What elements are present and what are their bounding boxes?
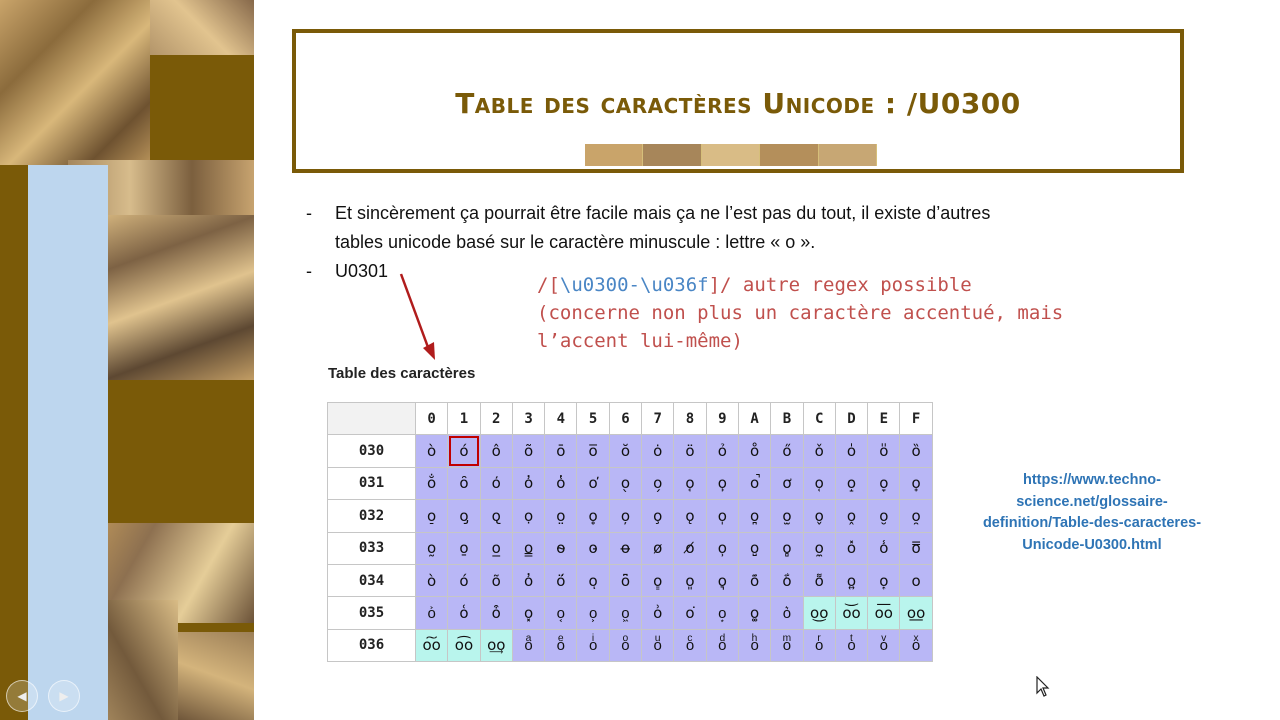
mouse-cursor-icon bbox=[1036, 676, 1050, 698]
bullet-dash: - bbox=[306, 261, 312, 281]
char-cell[interactable]: o̎ bbox=[868, 435, 900, 467]
char-cell[interactable]: o͋ bbox=[771, 564, 803, 596]
char-cell[interactable]: o̯ bbox=[900, 500, 932, 532]
char-cell[interactable]: o̘ bbox=[674, 467, 706, 499]
column-header: 1 bbox=[448, 403, 480, 435]
char-cell[interactable]: o͂ bbox=[480, 564, 512, 596]
char-cell[interactable]: o͔ bbox=[545, 597, 577, 629]
char-cell[interactable]: ō bbox=[545, 435, 577, 467]
table-row bbox=[328, 564, 933, 596]
char-cell[interactable]: o̅ bbox=[577, 435, 609, 467]
char-cell[interactable]: o̧ bbox=[642, 500, 674, 532]
regex-prefix: /[ bbox=[537, 274, 560, 296]
char-cell[interactable]: oͮ bbox=[868, 629, 900, 661]
char-cell[interactable]: oͯ bbox=[900, 629, 932, 661]
char-cell[interactable]: o͛ bbox=[771, 597, 803, 629]
link-line[interactable]: https://www.techno- bbox=[1022, 472, 1161, 488]
char-cell[interactable]: o̹ bbox=[706, 532, 738, 564]
column-header: 2 bbox=[480, 403, 512, 435]
char-cell[interactable]: o͈ bbox=[674, 564, 706, 596]
char-cell[interactable]: ò bbox=[416, 564, 448, 596]
link-line[interactable]: Unicode-U0300.html bbox=[1022, 536, 1162, 553]
char-cell[interactable]: õ bbox=[512, 435, 544, 467]
char-cell[interactable]: o͒ bbox=[480, 597, 512, 629]
char-cell[interactable]: ȏ bbox=[448, 467, 480, 499]
column-header: E bbox=[868, 403, 900, 435]
regex-suffix: ]/ autre regex possible bbox=[708, 274, 972, 296]
char-cell[interactable]: o̍ bbox=[835, 435, 867, 467]
row-header: 031 bbox=[328, 467, 416, 499]
row-header: 030 bbox=[328, 435, 416, 467]
char-cell[interactable]: o͉ bbox=[706, 564, 738, 596]
char-cell[interactable]: o̬ bbox=[803, 500, 835, 532]
previous-arrow-icon: ◀ bbox=[17, 689, 27, 703]
column-header: 9 bbox=[706, 403, 738, 435]
source-link[interactable] bbox=[960, 470, 1224, 556]
char-cell[interactable]: ŏ bbox=[609, 435, 641, 467]
char-cell[interactable]: o̷ bbox=[642, 532, 674, 564]
char-cell[interactable]: ȯ bbox=[642, 435, 674, 467]
column-header: 5 bbox=[577, 403, 609, 435]
char-cell[interactable]: o͕ bbox=[577, 597, 609, 629]
row-header: 034 bbox=[328, 564, 416, 596]
char-cell[interactable]: o̒ bbox=[480, 467, 512, 499]
next-slide-button[interactable] bbox=[48, 680, 80, 712]
column-header: 0 bbox=[416, 403, 448, 435]
char-cell[interactable]: ő bbox=[771, 435, 803, 467]
char-cell[interactable]: o͙ bbox=[706, 597, 738, 629]
column-header: 4 bbox=[545, 403, 577, 435]
char-cell[interactable]: o̻ bbox=[771, 532, 803, 564]
row-header: 033 bbox=[328, 532, 416, 564]
char-cell[interactable]: o̝ bbox=[835, 467, 867, 499]
char-cell[interactable]: o͏ bbox=[900, 564, 932, 596]
char-cell[interactable]: o̦ bbox=[609, 500, 641, 532]
char-cell[interactable]: o͘ bbox=[674, 597, 706, 629]
next-arrow-icon: ▶ bbox=[59, 689, 69, 703]
column-header: D bbox=[835, 403, 867, 435]
char-cell[interactable]: o̶ bbox=[609, 532, 641, 564]
char-cell[interactable]: o͜o bbox=[803, 597, 835, 629]
column-header: A bbox=[738, 403, 770, 435]
char-cell[interactable]: ö́ bbox=[545, 564, 577, 596]
bullet-text-line: Et sincèrement ça pourrait être facile mais ça ne l’est pas du tout, il existe d’autres bbox=[335, 203, 991, 223]
char-cell[interactable]: o͓ bbox=[512, 597, 544, 629]
char-cell[interactable]: oͭ bbox=[835, 629, 867, 661]
char-cell[interactable]: o̸ bbox=[674, 532, 706, 564]
table-row bbox=[328, 467, 933, 499]
char-cell[interactable]: ò bbox=[416, 435, 448, 467]
char-cell[interactable]: o̼ bbox=[803, 532, 835, 564]
char-cell[interactable]: o̖ bbox=[609, 467, 641, 499]
char-cell[interactable]: oͥ bbox=[577, 629, 609, 661]
char-cell[interactable]: ô bbox=[480, 435, 512, 467]
char-cell[interactable]: o̢ bbox=[480, 500, 512, 532]
char-cell[interactable]: o͍ bbox=[835, 564, 867, 596]
column-header: C bbox=[803, 403, 835, 435]
char-cell[interactable]: oͪ bbox=[738, 629, 770, 661]
char-cell[interactable]: o̓ bbox=[512, 564, 544, 596]
column-header: B bbox=[771, 403, 803, 435]
decorative-hieroglyph-strip bbox=[585, 144, 877, 166]
char-cell[interactable]: o̽ bbox=[835, 532, 867, 564]
char-cell[interactable]: ỏ bbox=[706, 435, 738, 467]
char-cell[interactable]: o̙ bbox=[706, 467, 738, 499]
char-cell[interactable]: o̔ bbox=[545, 467, 577, 499]
char-cell[interactable]: o͇ bbox=[642, 564, 674, 596]
table-row bbox=[328, 435, 933, 467]
table-title: Table des caractères bbox=[328, 365, 476, 382]
char-cell[interactable]: o͟o bbox=[900, 597, 932, 629]
char-cell[interactable]: o̗ bbox=[642, 467, 674, 499]
char-cell[interactable]: ó bbox=[448, 435, 480, 467]
char-cell[interactable]: ȍ bbox=[900, 435, 932, 467]
bullet-dash: - bbox=[306, 203, 312, 223]
char-cell[interactable]: o̞ bbox=[868, 467, 900, 499]
slide-title: Table des caractères Unicode : /U0300 bbox=[455, 87, 1021, 120]
char-cell[interactable]: ơ bbox=[771, 467, 803, 499]
char-cell[interactable]: o̐ bbox=[416, 467, 448, 499]
char-cell[interactable]: oͣ bbox=[512, 629, 544, 661]
char-cell[interactable]: o̭ bbox=[835, 500, 867, 532]
char-cell[interactable]: ǫ bbox=[674, 500, 706, 532]
char-cell[interactable]: oͧ bbox=[642, 629, 674, 661]
char-cell[interactable]: o͚ bbox=[738, 597, 770, 629]
char-cell[interactable]: oͬ bbox=[803, 629, 835, 661]
char-cell[interactable]: o̕ bbox=[577, 467, 609, 499]
blue-river-strip bbox=[28, 165, 108, 720]
table-row bbox=[328, 629, 933, 661]
char-cell[interactable]: oͫ bbox=[771, 629, 803, 661]
link-line[interactable]: science.net/glossaire- bbox=[1016, 493, 1168, 510]
char-cell[interactable]: o͠o bbox=[416, 629, 448, 661]
char-cell[interactable]: o̩ bbox=[706, 500, 738, 532]
char-cell[interactable]: o͐ bbox=[416, 597, 448, 629]
link-line[interactable]: definition/Table-des-caracteres- bbox=[982, 515, 1202, 531]
char-cell[interactable]: o̚ bbox=[738, 467, 770, 499]
char-cell[interactable]: oͩ bbox=[706, 629, 738, 661]
char-cell[interactable]: oͨ bbox=[674, 629, 706, 661]
bullet-text-line: tables unicode basé sur le caractère minuscule : lettre « o ». bbox=[335, 232, 816, 252]
char-cell[interactable]: o̥ bbox=[577, 500, 609, 532]
char-cell[interactable]: o͞o bbox=[868, 597, 900, 629]
regex-note-line: l’accent lui-même) bbox=[537, 330, 743, 352]
char-cell[interactable]: o̟ bbox=[900, 467, 932, 499]
char-cell[interactable]: o͢o bbox=[480, 629, 512, 661]
column-header: 8 bbox=[674, 403, 706, 435]
char-cell[interactable]: o͝o bbox=[835, 597, 867, 629]
char-cell[interactable]: o̡ bbox=[448, 500, 480, 532]
char-cell[interactable]: o̰ bbox=[416, 532, 448, 564]
previous-slide-button[interactable] bbox=[6, 680, 38, 712]
table-row bbox=[328, 532, 933, 564]
table-row bbox=[328, 500, 933, 532]
regex-note-line: (concerne non plus un caractère accentué, mais bbox=[537, 302, 1064, 324]
char-cell[interactable]: o̠ bbox=[416, 500, 448, 532]
char-cell[interactable]: o͌ bbox=[803, 564, 835, 596]
char-cell[interactable]: o̲ bbox=[480, 532, 512, 564]
char-cell[interactable]: ọ bbox=[512, 500, 544, 532]
column-header: 3 bbox=[512, 403, 544, 435]
column-header: 6 bbox=[609, 403, 641, 435]
table-corner-cell bbox=[328, 403, 416, 435]
char-cell[interactable]: oͤ bbox=[545, 629, 577, 661]
char-cell[interactable]: oͦ bbox=[609, 629, 641, 661]
red-arrow-icon bbox=[395, 270, 445, 365]
unicode-character-table bbox=[327, 402, 933, 662]
char-cell[interactable]: o͑ bbox=[448, 597, 480, 629]
char-cell[interactable]: o̱ bbox=[448, 532, 480, 564]
char-cell[interactable]: o͗ bbox=[642, 597, 674, 629]
char-cell[interactable]: o̤ bbox=[545, 500, 577, 532]
char-cell[interactable]: o̾ bbox=[868, 532, 900, 564]
column-header: 7 bbox=[642, 403, 674, 435]
char-cell[interactable]: o͡o bbox=[448, 629, 480, 661]
char-cell[interactable]: ö bbox=[674, 435, 706, 467]
regex-range: \u0300-\u036f bbox=[559, 274, 709, 296]
char-cell[interactable]: o̮ bbox=[868, 500, 900, 532]
char-cell[interactable]: o̪ bbox=[738, 500, 770, 532]
row-header: 032 bbox=[328, 500, 416, 532]
char-cell[interactable]: o͊ bbox=[738, 564, 770, 596]
char-cell[interactable]: o̺ bbox=[738, 532, 770, 564]
row-header: 035 bbox=[328, 597, 416, 629]
char-cell[interactable]: o̫ bbox=[771, 500, 803, 532]
char-cell[interactable]: o͆ bbox=[609, 564, 641, 596]
regex-note bbox=[537, 271, 1063, 355]
egyptian-collage-panel bbox=[0, 0, 254, 720]
char-cell[interactable]: o̊ bbox=[738, 435, 770, 467]
char-cell[interactable]: ó bbox=[448, 564, 480, 596]
char-cell[interactable]: o̓ bbox=[512, 467, 544, 499]
char-cell[interactable]: oͅ bbox=[577, 564, 609, 596]
char-cell[interactable]: o̳ bbox=[512, 532, 544, 564]
char-cell[interactable]: o͎ bbox=[868, 564, 900, 596]
char-cell[interactable]: o͖ bbox=[609, 597, 641, 629]
table-row bbox=[328, 597, 933, 629]
column-header: F bbox=[900, 403, 932, 435]
char-cell[interactable]: o̵ bbox=[577, 532, 609, 564]
row-header: 036 bbox=[328, 629, 416, 661]
char-cell[interactable]: ǒ bbox=[803, 435, 835, 467]
char-cell[interactable]: o̿ bbox=[900, 532, 932, 564]
char-cell[interactable]: o̴ bbox=[545, 532, 577, 564]
bullet-text-line: U0301 bbox=[335, 261, 389, 281]
char-cell[interactable]: o̜ bbox=[803, 467, 835, 499]
